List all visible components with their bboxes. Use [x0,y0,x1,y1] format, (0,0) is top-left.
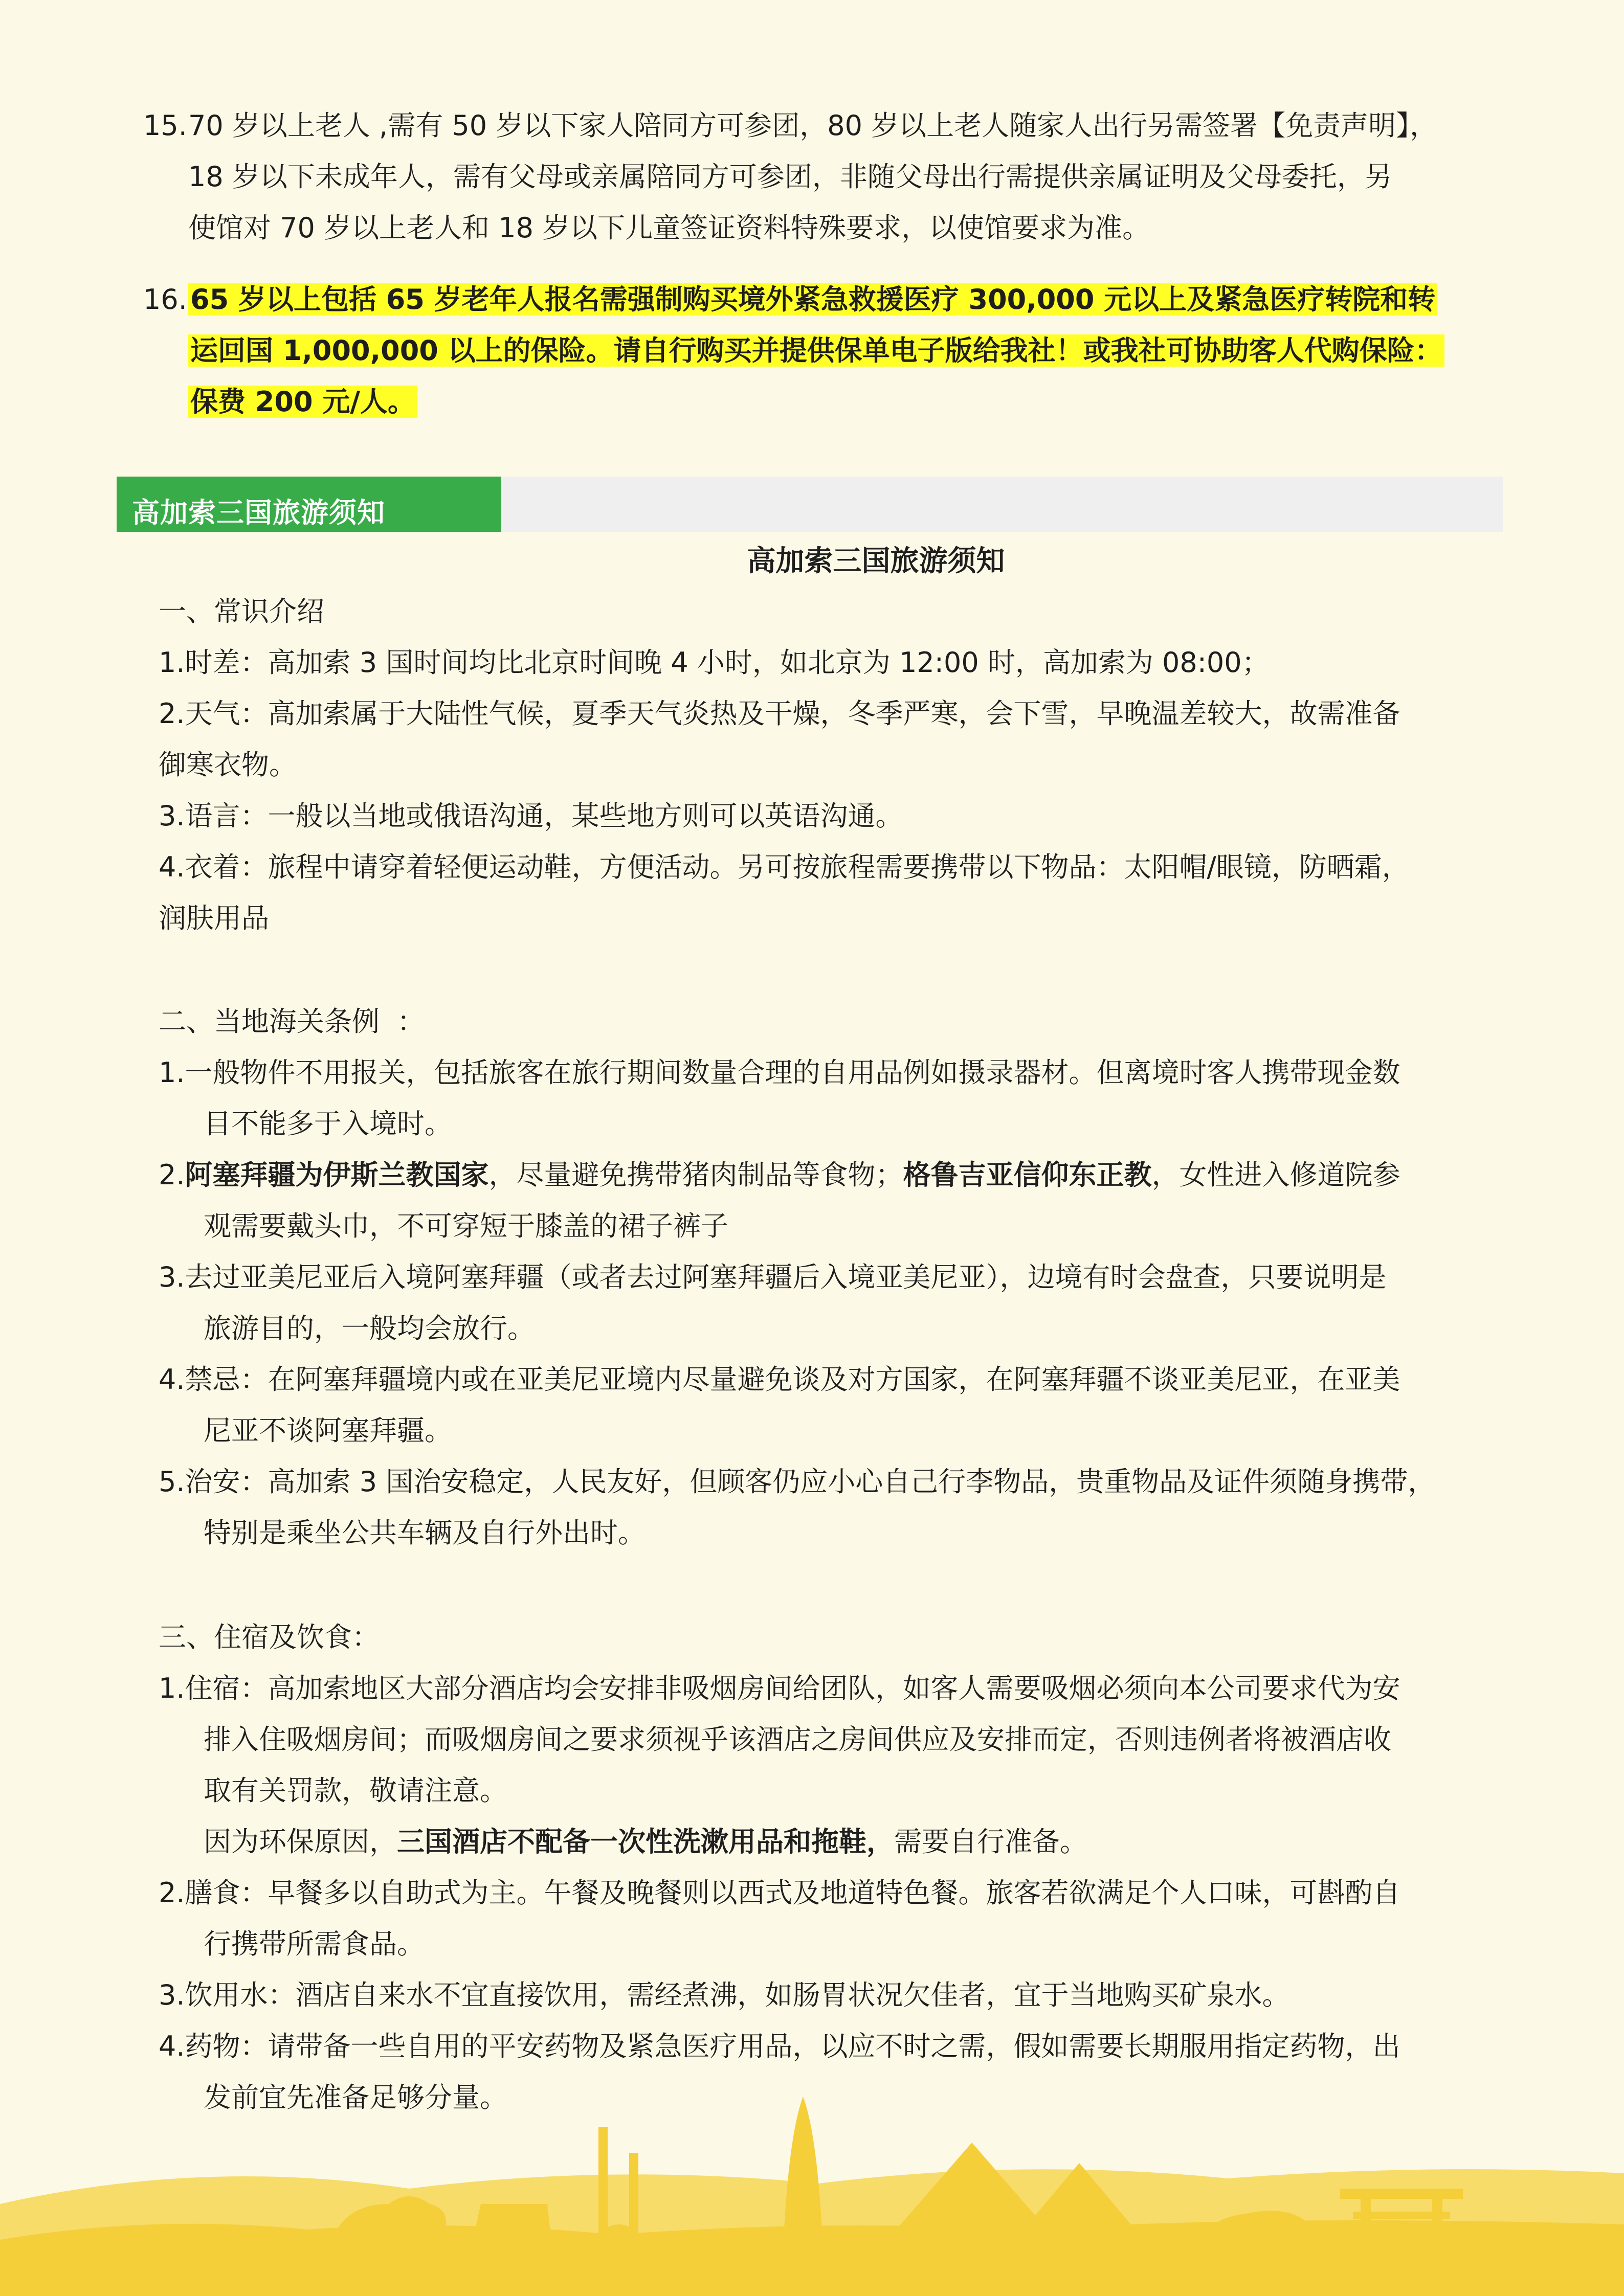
list-item: 4.禁忌：在阿塞拜疆境内或在亚美尼亚境内尽量避免谈及对方国家，在阿塞拜疆不谈亚美尼亚，在亚美 [159,1363,1400,1395]
section-general-info [159,586,1514,944]
list-item: 3.语言：一般以当地或俄语沟通，某些地方则可以英语沟通。 [159,800,903,832]
list-item-16 [143,274,1514,427]
text-line: 取有关罚款，敬请注意。 [204,1774,507,1807]
text-line: 行携带所需食品。 [204,1928,425,1960]
list-item: 5.治安：高加索 3 国治安稳定，人民友好，但顾客仍应小心自己行李物品，贵重物品及证件须随身携带， [159,1466,1436,1498]
list-item: 4.药物：请带备一些自用的平安药物及紧急医疗用品，以应不时之需，假如需要长期服用指定药物，出 [159,2030,1400,2062]
list-item: 3.饮用水：酒店自来水不宜直接饮用，需经煮沸，如肠胃状况欠佳者，宜于当地购买矿泉水。 [159,1979,1290,2011]
text-line: 目不能多于入境时。 [204,1108,452,1140]
list-item: 2.膳食：早餐多以自助式为主。午餐及晚餐则以西式及地道特色餐。旅客若欲满足个人口味，可斟酌自 [159,1877,1400,1909]
list-item: 1.住宿：高加索地区大部分酒店均会安排非吸烟房间给团队，如客人需要吸烟必须向本公司要求代为安 [159,1672,1400,1704]
text-line: 旅游目的，一般均会放行。 [204,1312,535,1344]
list-item: 1.一般物件不用报关，包括旅客在旅行期间数量合理的自用品例如摄录器材。但离境时客人携带现金数 [159,1056,1400,1089]
list-number: 15. [143,109,187,142]
list-number: 16. [143,283,187,316]
section-heading: 二、当地海关条例 ： [159,1005,425,1038]
section-heading: 一、常识介绍 [159,595,324,627]
text-line: 润肤用品 [159,902,269,934]
list-item-15 [143,100,1514,254]
section-header-bar [117,477,1503,532]
section-heading: 三、住宿及饮食： [159,1621,380,1653]
list-item: 2.天气：高加索属于大陆性气候，夏季天气炎热及干燥，冬季严寒，会下雪，早晚温差较大，故需准备 [159,697,1400,730]
text-line: 使馆对 70 岁以上老人和 18 岁以下儿童签证资料特殊要求，以使馆要求为准。 [188,212,1150,244]
text-line: 观需要戴头巾，不可穿短于膝盖的裙子裤子 [204,1210,728,1242]
section-tab-label: 高加索三国旅游须知 [132,497,385,529]
list-item: 3.去过亚美尼亚后入境阿塞拜疆（或者去过阿塞拜疆后入境亚美尼亚），边境有时会盘查，只要说明是 [159,1261,1387,1293]
highlighted-text: 保费 200 元/人。 [188,386,417,418]
text-line: 发前宜先准备足够分量。 [204,2081,507,2113]
text-line: 特别是乘坐公共车辆及自行外出时。 [204,1517,646,1549]
note-line: 因为环保原因，三国酒店不配备一次性洗漱用品和拖鞋，需要自行准备。 [204,1826,1087,1858]
text-line: 70 岁以上老人 ,需有 50 岁以下家人陪同方可参团，80 岁以上老人随家人出行另需签署【免责声明】， [188,109,1438,142]
text-line: 18 岁以下未成年人，需有父母或亲属陪同方可参团，非随父母出行需提供亲属证明及父母委托，另 [188,161,1392,193]
list-item: 4.衣着：旅程中请穿着轻便运动鞋，方便活动。另可按旅程需要携带以下物品：太阳帽/眼镜，防晒霜， [159,851,1410,883]
text-line: 排入住吸烟房间；而吸烟房间之要求须视乎该酒店之房间供应及安排而定，否则违例者将被酒店收 [204,1723,1391,1755]
highlighted-text: 运回国 1,000,000 以上的保险。请自行购买并提供保单电子版给我社！或我社可协助客人代购保险： [188,334,1444,367]
list-item: 1.时差：高加索 3 国时间均比北京时间晚 4 小时，如北京为 12:00 时，高加索为 08:00； [159,646,1270,679]
text-line: 御寒衣物。 [159,749,297,781]
list-item: 2.阿塞拜疆为伊斯兰教国家，尽量避免携带猪肉制品等食物；格鲁吉亚信仰东正教，女性进入修道院参 [159,1159,1400,1191]
section-customs [159,996,1514,1559]
highlighted-text: 65 岁以上包括 65 岁老年人报名需强制购买境外紧急救援医疗 300,000 元以上及紧急医疗转院和转 [188,283,1437,316]
page-title: 高加索三国旅游须知 [747,545,1005,578]
section-tab [117,477,501,532]
text-line: 尼亚不谈阿塞拜疆。 [204,1414,452,1447]
sail-tower-icon [783,2097,824,2260]
skyline-illustration [0,2035,1624,2296]
